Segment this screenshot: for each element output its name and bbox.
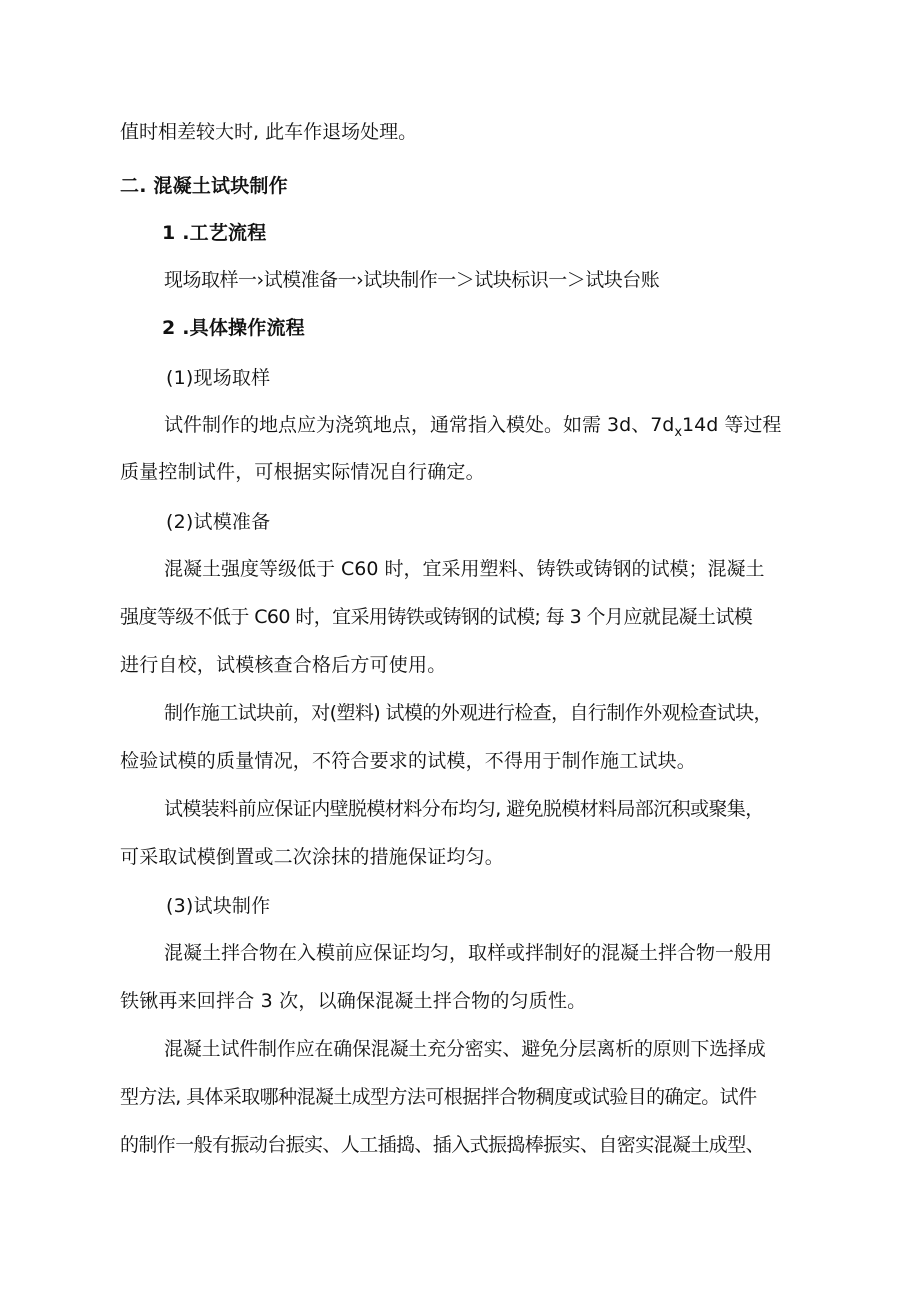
text-line	[164, 413, 781, 445]
text-line: 混凝土试件制作应在确保混凝土充分密实、避免分层离析的原则下选择成	[164, 1038, 766, 1060]
text-line: 制作施工试块前，对(塑料) 试模的外观进行检查，自行制作外观检查试块，	[164, 702, 772, 724]
subsection-heading: 2 .具体操作流程	[162, 317, 305, 339]
text-line: 值时相差较大时, 此车作退场处理。	[120, 121, 418, 143]
text-line: 强度等级不低于 C60 时，宜采用铸铁或铸钢的试模; 每 3 个月应就昆凝土试模	[120, 606, 753, 628]
subscript-text: x	[674, 425, 683, 440]
text-line: 的制作一般有振动台振实、人工插捣、插入式振捣棒振实、自密实混凝土成型、	[120, 1134, 765, 1156]
item-heading: (3)试块制作	[166, 895, 271, 917]
text-line: 型方法, 具体采取哪种混凝土成型方法可根据拌合物稠度或试验目的确定。试件	[120, 1086, 757, 1108]
text-line: 混凝土拌合物在入模前应保证均匀，取样或拌制好的混凝土拌合物一般用	[164, 942, 773, 964]
text-line: 混凝土强度等级低于 C60 时，宜采用塑料、铸铁或铸钢的试模；混凝土	[164, 558, 765, 580]
text-line: 铁锹再来回拌合 3 次，以确保混凝土拌合物的匀质性。	[120, 990, 587, 1012]
text-line: 质量控制试件，可根据实际情况自行确定。	[120, 461, 485, 483]
section-heading: 二. 混凝土试块制作	[120, 175, 288, 197]
text-line: 进行自校，试模核查合格后方可使用。	[120, 654, 447, 676]
item-heading: (1)现场取样	[166, 367, 271, 389]
subsection-heading: 1 .工艺流程	[162, 222, 267, 244]
text-line: 试模装料前应保证内壁脱模材料分布均匀, 避免脱模材料局部沉积或聚集，	[164, 798, 764, 820]
process-flow-line: 现场取样一›试模准备一›试块制作一＞试块标识一＞试块台账	[164, 269, 660, 291]
text-segment: 14d 等过程	[682, 414, 782, 436]
text-segment: 试件制作的地点应为浇筑地点，通常指入模处。如需 3d、7d	[164, 414, 675, 436]
text-line: 可采取试模倒置或二次涂抹的措施保证均匀。	[120, 846, 505, 868]
item-heading: (2)试模准备	[166, 511, 271, 533]
text-line: 检验试模的质量情况，不符合要求的试模，不得用于制作施工试块。	[120, 750, 697, 772]
